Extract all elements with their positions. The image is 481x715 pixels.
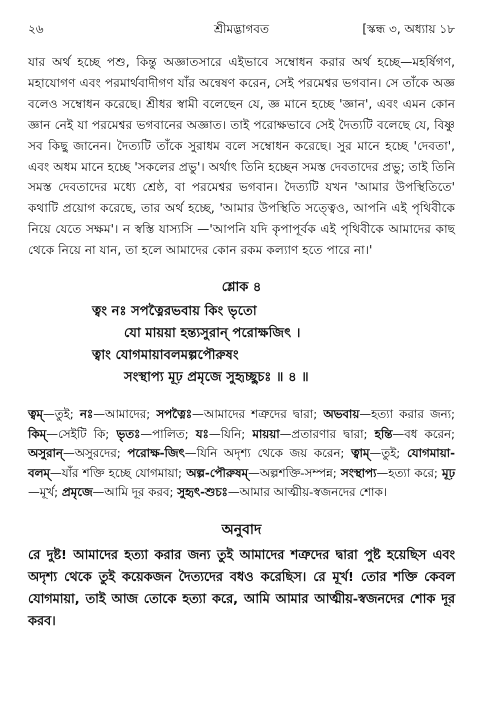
- synonym-meaning: আমার আত্মীয়-স্বজনদের শোক: [239, 485, 383, 500]
- verse-block: [28, 277, 455, 389]
- synonym-meaning: পালিত: [152, 426, 185, 441]
- synonym-meaning: যাঁর শক্তি হচ্ছে যোগমায়া: [61, 465, 179, 480]
- synonym-meaning: বধ করেন: [404, 426, 452, 441]
- synonym-meaning: আমাদের: [105, 407, 147, 422]
- purport-paragraph: যার অর্থ হচ্ছে পশু, কিন্তু অজ্ঞাতসারে এইভাবে সম্বোধন করার অর্থ হচ্ছে—মহর্ষিগণ, মহাযোগণ এবং পরমার্থবাদীগণ যাঁর অন্বেষণ করেন, সেই পরমেশ্বর ভগবান। সে তাঁকে অজ্ঞ বলেও সম্বোধন করেছে। শ্রীধর স্বামী বলেছেন যে, জ্ঞ মানে হচ্ছে 'জ্ঞান', এবং এমন কোন জ্ঞান নেই যা পরমেশ্বর ভগবানের অজ্ঞাত। তাই পরোক্ষভাবে সেই দৈত্যটি বলেছে যে, বিষ্ণু সব কিছু জানেন। দৈত্যটি তাঁকে সুরাধম বলে সম্বোধন করেছে। সুর মানে হচ্ছে 'দেবতা', এবং অধম মানে হচ্ছে 'সকলের প্রভু'। অর্থাৎ তিনি হচ্ছেন সমস্ত দেবতাদের প্রভু; তাই তিনি সমস্ত দেবতাদের মধ্যে শ্রেষ্ঠ, বা পরমেশ্বর ভগবান। দৈত্যটি যখন 'আমার উপস্থিতিতে' কথাটি প্রয়োগ করেছে, তার অর্থ হচ্ছে, 'আমার উপস্থিতি সত্ত্বেও, আপনি এই পৃথিবীকে নিয়ে যেতে সক্ষম'। ন স্বস্তি যাস্যসি —'আপনি যদি কৃপাপূর্বক এই পৃথিবীকে আমাদের কাছ থেকে নিয়ে না যান, তা হলে আমাদের কোন রকম কল্যাণ হতে পারে না।': [28, 55, 455, 258]
- synonym-meaning: অসুরদের: [74, 446, 117, 461]
- verse-line: যো মায়য়া হন্ত্যসুরান্ পরোক্ষজিৎ ।: [124, 326, 301, 342]
- synonym-term: মূঢ়: [442, 465, 455, 480]
- synonym-term: অসুরান্: [28, 446, 63, 461]
- page-header: [28, 20, 455, 42]
- synonym-term: ত্বম্: [28, 407, 43, 422]
- synonym-term: সপত্নৈঃ: [156, 407, 193, 422]
- translation-paragraph: রে দুষ্ট! আমাদের হত্যা করার জন্য তুই আমাদের শত্রুদের দ্বারা পুষ্ট হয়েছিস এবং অদৃশ্য থেকে তুই কয়েকজন দৈত্যদের বধও করেছিস। রে মূর্খ! তোর শক্তি কেবল যোগমায়া, তাই আজ তোকে হত্যা করে, আমি আমার আত্মীয়-স্বজনদের শোক দূর করব।: [28, 548, 455, 630]
- synonym-meaning: তুই: [54, 407, 70, 422]
- synonym-term: অল্প-পৌরুষম্: [186, 465, 249, 480]
- synonym-meaning: আমি দূর করব: [104, 485, 170, 500]
- synonym-term: হন্তি: [374, 426, 393, 441]
- synonyms-section: [28, 405, 455, 503]
- page-number: ২৬: [28, 22, 44, 36]
- synonym-term: ভৃতঃ: [116, 426, 141, 441]
- synonym-meaning: মূর্খ: [39, 485, 55, 500]
- synonym-meaning: হত্যা করার জন্য: [371, 407, 451, 422]
- synonym-meaning: প্রতারণার দ্বারা: [291, 426, 364, 441]
- synonym-meaning: আমাদের শত্রুদের দ্বারা: [203, 407, 314, 422]
- synonyms-paragraph: ত্বম্—তুই; নঃ—আমাদের; সপত্নৈঃ—আমাদের শত্রুদের দ্বারা; অভবায়—হত্যা করার জন্য; কিম্—সেইটি কি; ভৃতঃ—পালিত; যঃ—যিনি; মায়য়া—প্রতারণার দ্বারা; হন্তি—বধ করেন; অসুরান্—অসুরদের; পরোক্ষ-জিৎ—যিনি অদৃশ্য থেকে জয় করেন; ত্বাম্—তুই; যোগমায়া-বলম্—যাঁর শক্তি হচ্ছে যোগমায়া; অল্প-পৌরুষম্—অল্পশক্তি-সম্পন্ন; সংস্থাপ্য—হত্যা করে; মূঢ়—মূর্খ; প্রমৃজে—আমি দূর করব; সুহৃৎ-শুচঃ—আমার আত্মীয়-স্বজনদের শোক।: [28, 407, 455, 500]
- verse-line: সংস্থাপ্য মূঢ় প্রমৃজে সুহৃচ্ছুচঃ ॥ ৪ ॥: [124, 370, 309, 386]
- canto-chapter-label: [স্কন্ধ ৩, অধ্যায় ১৮: [362, 22, 455, 36]
- synonym-term: কিম্: [28, 426, 47, 441]
- synonym-term: ত্বাম্: [351, 446, 370, 461]
- synonym-meaning: যিনি: [220, 426, 242, 441]
- verse-line: ত্বাং যোগমায়াবলমল্পপৌরুষং: [92, 348, 239, 364]
- verse-line: ত্বং নঃ সপত্নৈরভবায় কিং ভৃতো: [92, 304, 257, 320]
- synonym-term: সংস্থাপ্য: [340, 465, 377, 480]
- book-title: শ্রীমদ্ভাগবত: [213, 22, 269, 36]
- synonym-term: সুহৃৎ-শুচঃ: [177, 485, 228, 500]
- synonym-meaning: সেইটি কি: [57, 426, 106, 441]
- synonym-term: অভবায়: [323, 407, 360, 422]
- synonym-term: প্রমৃজে: [61, 485, 93, 500]
- synonym-meaning: হত্যা করে: [388, 465, 434, 480]
- synonym-term: পরোক্ষ-জিৎ: [127, 446, 185, 461]
- synonym-meaning: তুই: [381, 446, 397, 461]
- synonym-term: যঃ: [195, 426, 209, 441]
- synonym-meaning: অল্পশক্তি-সম্পন্ন: [259, 465, 333, 480]
- synonym-meaning: যিনি অদৃশ্য থেকে জয় করেন: [196, 446, 341, 461]
- purport-section: [28, 52, 455, 261]
- synonym-term: যোগমায়া-বলম্: [28, 446, 455, 480]
- synonym-term: মায়য়া: [252, 426, 280, 441]
- translation-heading: অনুবাদ: [221, 522, 262, 539]
- synonym-term: নঃ: [79, 407, 94, 422]
- verse-number: শ্লোক ৪: [221, 280, 262, 296]
